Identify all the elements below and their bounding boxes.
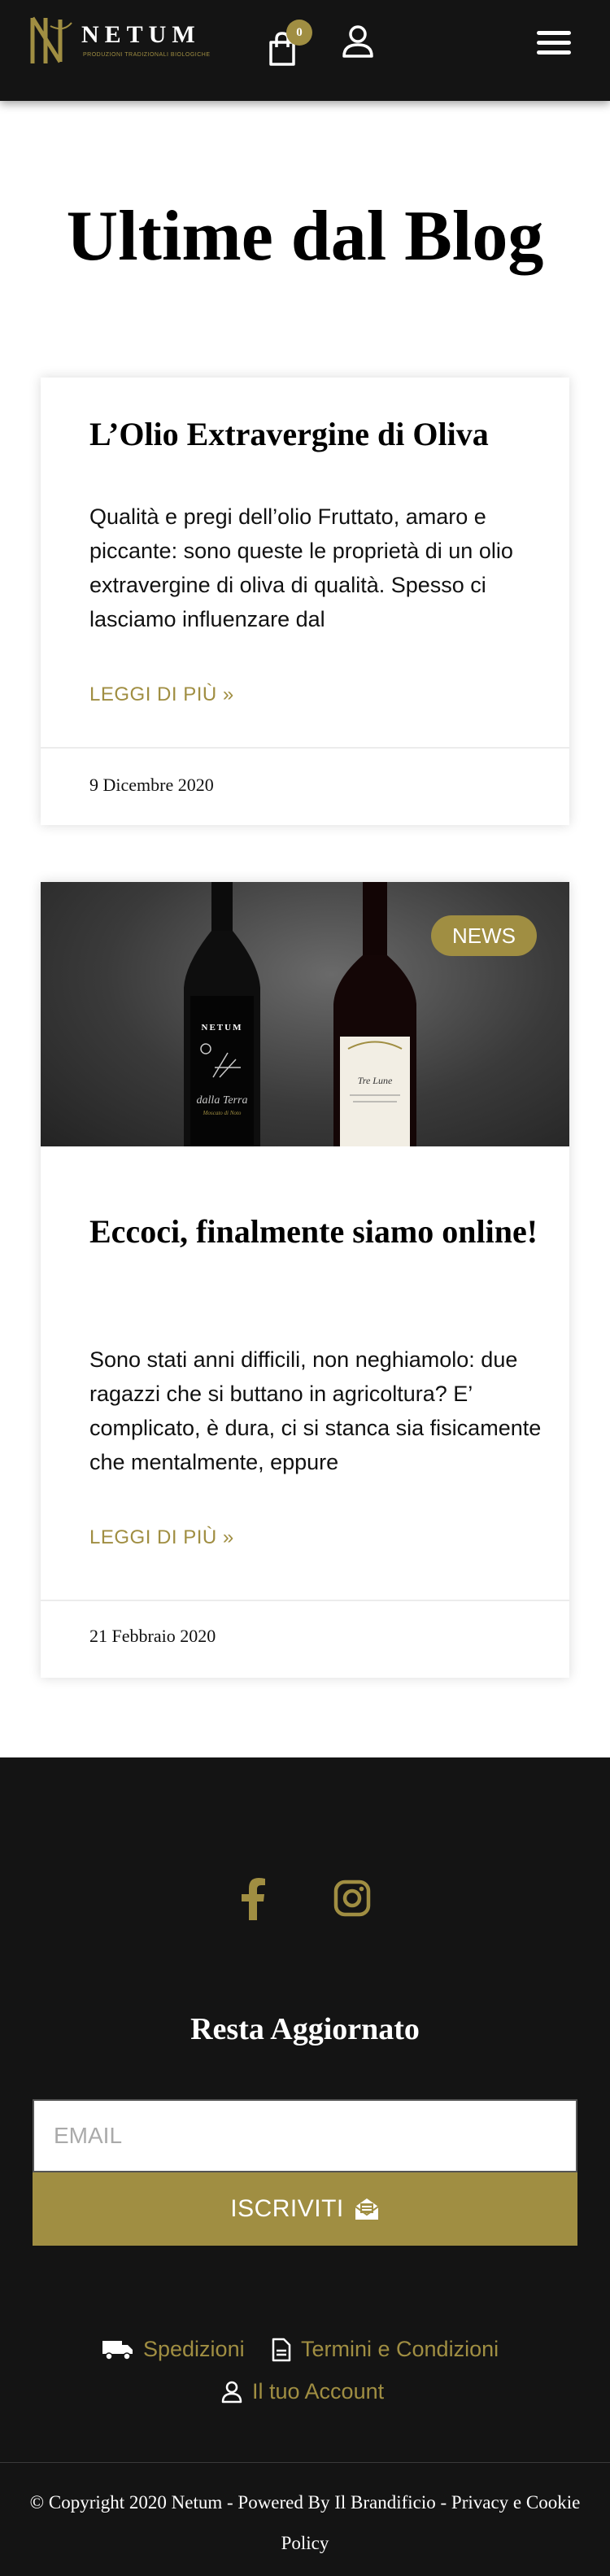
post-excerpt: Sono stati anni difficili, non neghiamolo: due ragazzi che si buttano in agricoltura? E’ complicato, è dura, ci si stanca sia fisicamente che mentalmente, eppure bbox=[89, 1347, 542, 1474]
user-icon bbox=[221, 2381, 242, 2404]
bottle-right-label bbox=[340, 1037, 410, 1146]
bottle-left-name: dalla Terra bbox=[196, 1094, 248, 1107]
shipping-link[interactable] bbox=[102, 2337, 245, 2362]
copyright-text: © Copyright 2020 Netum - Powered By Il Brandificio - Privacy e Cookie Policy bbox=[29, 2492, 581, 2553]
menu-icon[interactable] bbox=[537, 31, 571, 57]
menu-bar bbox=[537, 41, 571, 45]
bottle-right-name: Tre Lune bbox=[357, 1075, 393, 1086]
logo-tagline: PRODUZIONI TRADIZIONALI BIOLOGICHE bbox=[83, 52, 211, 58]
card-divider bbox=[41, 1600, 569, 1601]
cart-count-badge[interactable]: 0 bbox=[286, 20, 312, 46]
terms-label: Termini e Condizioni bbox=[301, 2337, 499, 2361]
subscribe-label: ISCRIVITI bbox=[230, 2195, 344, 2222]
menu-bar bbox=[537, 50, 571, 55]
site-footer bbox=[0, 1757, 610, 2576]
page-title: Ultime dal Blog bbox=[66, 197, 544, 276]
copyright-bar bbox=[0, 2462, 610, 2576]
post-excerpt: Qualità e pregi dell’olio Fruttato, amaro e piccante: sono queste le proprietà di un olio extravergine di oliva di qualità. Spesso ci lasciamo influenzare dal bbox=[89, 504, 513, 631]
user-icon[interactable] bbox=[342, 24, 374, 59]
post-image[interactable] bbox=[41, 882, 569, 1146]
post-date: 9 Dicembre 2020 bbox=[89, 775, 214, 795]
read-more-link[interactable]: LEGGI DI PIÙ » bbox=[89, 1526, 234, 1548]
post-title[interactable]: Eccoci, finalmente siamo online! bbox=[89, 1213, 538, 1250]
menu-bar bbox=[537, 31, 571, 35]
truck-icon bbox=[102, 2339, 133, 2360]
category-badge[interactable]: NEWS bbox=[431, 915, 537, 956]
bottle-left-label bbox=[190, 996, 254, 1146]
post-date: 21 Febbraio 2020 bbox=[89, 1626, 216, 1646]
document-icon bbox=[272, 2338, 291, 2362]
logo-icon bbox=[28, 15, 76, 67]
bottle-neck bbox=[363, 882, 387, 955]
shipping-label: Spedizioni bbox=[143, 2337, 245, 2361]
logo[interactable] bbox=[28, 15, 211, 67]
facebook-icon[interactable] bbox=[241, 1878, 265, 1920]
bottle-left-brand: NETUM bbox=[201, 1023, 243, 1033]
logo-name: NETUM bbox=[81, 21, 201, 48]
bottle-neck bbox=[211, 882, 233, 931]
envelope-open-icon bbox=[354, 2197, 380, 2221]
site-header bbox=[0, 0, 610, 101]
bottle-left-sub: Moscato di Noto bbox=[203, 1110, 242, 1116]
subscribe-button[interactable] bbox=[33, 2172, 577, 2246]
email-input[interactable] bbox=[33, 2099, 577, 2172]
account-label: Il tuo Account bbox=[252, 2379, 385, 2404]
post-title[interactable]: L’Olio Extravergine di Oliva bbox=[89, 416, 489, 452]
blog-post-card bbox=[41, 882, 569, 1678]
terms-link[interactable] bbox=[272, 2337, 499, 2362]
blog-post-card bbox=[41, 378, 569, 825]
read-more-link[interactable]: LEGGI DI PIÙ » bbox=[89, 683, 234, 705]
account-link[interactable] bbox=[221, 2379, 384, 2404]
card-divider bbox=[41, 747, 569, 749]
newsletter-title: Resta Aggiornato bbox=[190, 2012, 420, 2046]
instagram-icon[interactable] bbox=[333, 1880, 371, 1917]
